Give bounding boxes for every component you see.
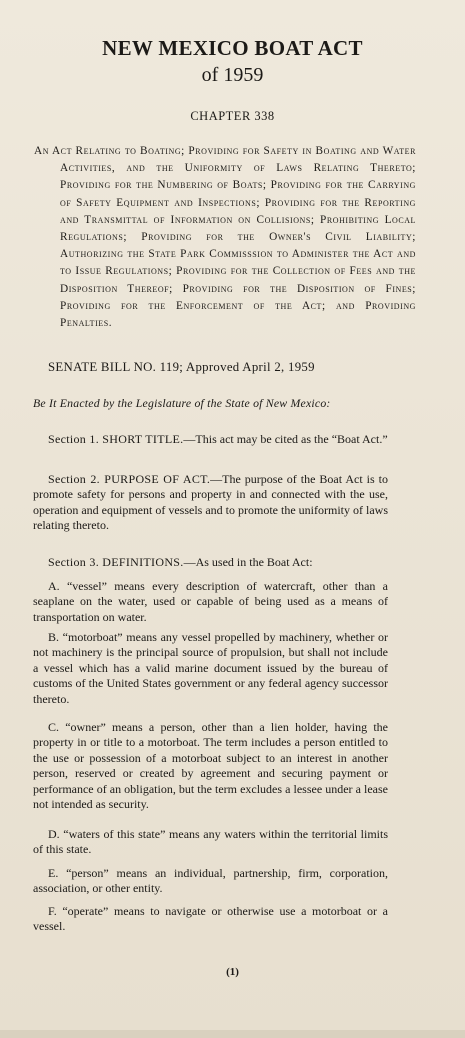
definition-f: F. “operate” means to navigate or otherwise use a motorboat or a vessel. (33, 904, 388, 934)
section-heading: Section 3. DEFINITIONS. (48, 555, 184, 569)
page-number: (1) (226, 966, 239, 978)
senate-bill-line: SENATE BILL NO. 119; Approved April 2, 1959 (48, 360, 315, 374)
definition-c: C. “owner” means a person, other than a lien holder, having the property in or title to a motorboat. The term includes a person entitled to the use or possession of a motorboat subject to an interest in another person, reserved or created by agreement and securing payment or performance of an obligation, but the term excludes a lessee under a lease not intended as security. (33, 720, 388, 812)
section-heading: Section 2. PURPOSE OF ACT. (48, 472, 211, 486)
section-3 (33, 555, 388, 570)
definition-a: A. “vessel” means every description of watercraft, other than a seaplane on the water, used or capable of being used as a means of transportation on water. (33, 579, 388, 624)
section-heading: Section 1. SHORT TITLE. (48, 432, 184, 446)
definition-b: B. “motorboat” means any vessel propelled by machinery, whether or not machinery is the principal source of propulsion, but shall not include a vessel which has a valid marine document issued by the bureau of customs of the United States government or any federal agency successor thereto. (33, 630, 388, 706)
section-text: —This act may be cited as the “Boat Act.” (183, 432, 388, 446)
section-text: —The purpose of the Boat Act is to promote safety for persons and property in and connected with the use, operation and equipment of vessels and to promote the uniformity of laws relating thereto. (33, 472, 388, 533)
section-1 (33, 432, 388, 447)
document-title: NEW MEXICO BOAT ACT (102, 36, 363, 60)
definition-e: E. “person” means an individual, partnership, firm, corporation, association, or other entity. (33, 866, 388, 896)
definition-d: D. “waters of this state” means any waters within the territorial limits of this state. (33, 827, 388, 857)
document-subtitle: of 1959 (201, 64, 264, 86)
chapter-heading: CHAPTER 338 (190, 109, 275, 123)
paper-edge (0, 1030, 465, 1038)
enacting-clause: Be It Enacted by the Legislature of the State of New Mexico: (33, 396, 331, 410)
section-2 (33, 472, 388, 534)
act-preamble: An Act Relating to Boating; Providing for Safety in Boating and Water Activities, and the Uniformity of Laws Relating Thereto; Providing for the Numbering of Boats; Providing for the Carrying of Safety Equipment and Inspections; Providing for the Reporting and Transmittal of Information on Collisions; Prohibiting Local Regulations; Providing for the Owner's Civil Liability; Authorizing the State Park Commisssion to Administer the Act and to Issue Regulations; Providing for the Collection of Fees and the Disposition Thereof; Providing for the Disposition of Fines; Providing for the Enforcement of the Act; and Providing Penalties. (34, 145, 416, 330)
section-text: —As used in the Boat Act: (183, 555, 313, 569)
